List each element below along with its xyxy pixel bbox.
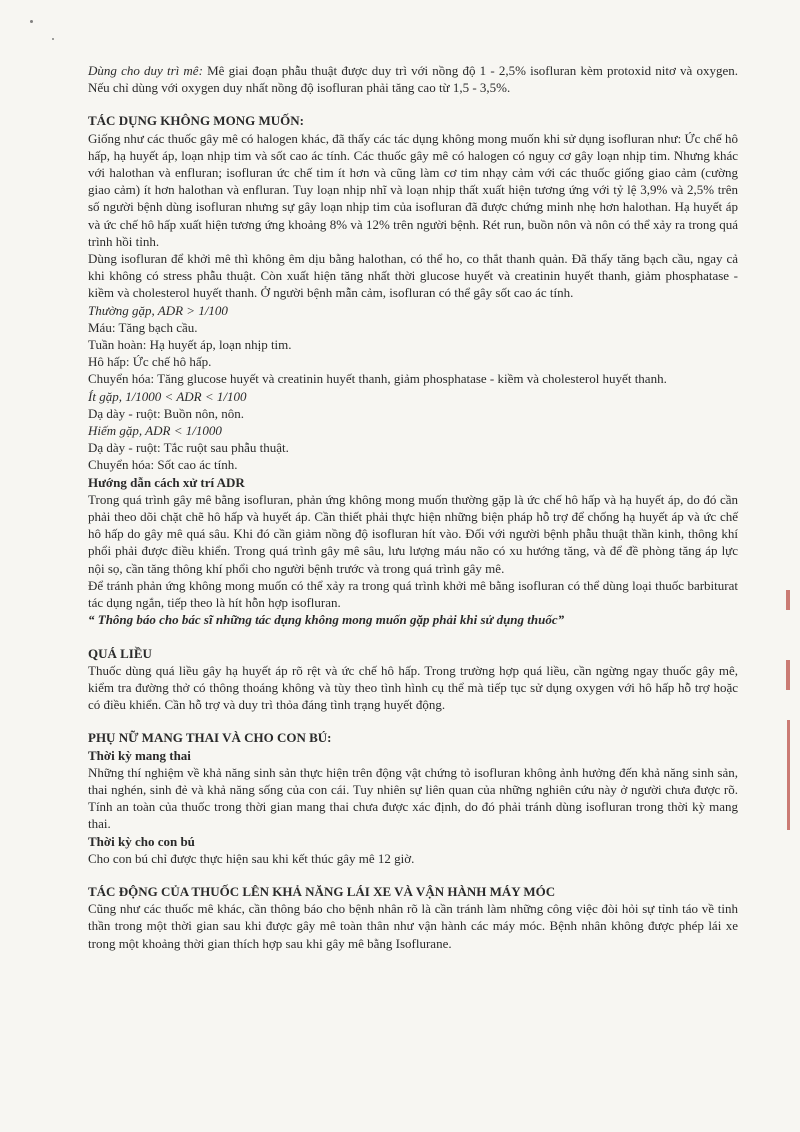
maintenance-label: Dùng cho duy trì mê: bbox=[88, 63, 203, 78]
scan-edge-mark bbox=[786, 590, 790, 610]
common-label: Thường gặp, ADR > 1/100 bbox=[88, 302, 228, 318]
overdose-paragraph: Thuốc dùng quá liều gây hạ huyết áp rõ rệt và ức chế hô hấp. Trong trường hợp quá liều, cần ngừng ngay thuốc gây mê, kiểm tra đường thở có thông thoáng không và tùy theo tình hình cụ thể mà tiếp tục sử dụng oxygen với hô hấp hỗ trợ hoặc có điều khiển. Cần hỗ trợ và duy trì thỏa đáng tình trạng huyết động. bbox=[88, 662, 738, 713]
driving-heading: TÁC ĐỘNG CỦA THUỐC LÊN KHẢ NĂNG LÁI XE VÀ VẬN HÀNH MÁY MÓC bbox=[88, 883, 556, 899]
common-item: Tuần hoàn: Hạ huyết áp, loạn nhịp tim. bbox=[88, 337, 292, 353]
overdose-heading: QUÁ LIỀU bbox=[88, 645, 152, 661]
maintenance-paragraph bbox=[88, 62, 738, 96]
scan-edge-mark bbox=[787, 720, 790, 830]
rare-item: Chuyển hóa: Sốt cao ác tính. bbox=[88, 457, 238, 473]
adverse-paragraph-2: Dùng isofluran để khởi mê thì không êm dịu bằng halothan, có thể ho, co thắt thanh quản. Đã thấy tăng bạch cầu, ngay cả khi không có stress phẫu thuật. Còn xuất hiện tăng nhất thời glucose huyết và creatinin huyết thanh, giảm phosphatase - kiềm và cholesterol huyết thanh. Ở người bệnh mẫn cảm, isofluran có thể gây sốt cao ác tính. bbox=[88, 251, 738, 301]
management-paragraph-1: Trong quá trình gây mê bằng isofluran, phản ứng không mong muốn thường gặp là ức chế hô hấp và hạ huyết áp, do đó cần phải theo dõi chặt chẽ hô hấp và huyết áp. Cần thiết phải thực hiện những biện pháp hỗ trợ để chống hạ huyết áp và ức chế hô hấp do gây mê quá sâu. Khi đó cần giảm nồng độ isofluran hít vào. Đối với người bệnh phẫu thuật thần kinh, thông khí phổi phải được điều khiển. Trong quá trình gây mê sâu, lưu lượng máu não có xu hướng tăng, và để đề phòng tăng áp lực nội sọ, cần tăng thông khí phổi cho người bệnh trước và trong quá trình gây mê. bbox=[88, 491, 738, 576]
rare-item: Dạ dày - ruột: Tắc ruột sau phẫu thuật. bbox=[88, 440, 289, 456]
maintenance-text: Mê giai đoạn phẫu thuật được duy trì với nồng độ 1 - 2,5% isofluran kèm protoxid nitơ và oxygen. Nếu chỉ dùng với oxygen duy nhất nồng độ isofluran phải tăng cao từ 1,5 - 3,5%. bbox=[88, 63, 739, 96]
uncommon-item: Dạ dày - ruột: Buồn nôn, nôn. bbox=[88, 405, 244, 421]
rare-label: Hiếm gặp, ADR < 1/1000 bbox=[88, 423, 222, 439]
pregnancy-subheading: Thời kỳ mang thai bbox=[88, 747, 191, 763]
common-item: Hô hấp: Ức chế hô hấp. bbox=[88, 354, 212, 370]
management-heading: Hướng dẫn cách xử trí ADR bbox=[88, 474, 245, 490]
adverse-heading: TÁC DỤNG KHÔNG MONG MUỐN: bbox=[88, 113, 304, 129]
common-item: Chuyển hóa: Tăng glucose huyết và creatinin huyết thanh, giảm phosphatase - kiềm và cholesterol huyết thanh. bbox=[88, 371, 667, 387]
driving-paragraph: Cũng như các thuốc mê khác, cần thông báo cho bệnh nhân rõ là cần tránh làm những công việc đòi hỏi sự tỉnh táo về tinh thần trong một thời gian sau khi được gây mê toàn thân như vận hành các máy móc. Bệnh nhân không được phép lái xe trong một khoảng thời gian thích hợp sau khi gây mê bằng Isoflurane. bbox=[88, 901, 738, 951]
scan-edge-mark bbox=[786, 660, 790, 690]
scan-speck bbox=[52, 38, 54, 40]
uncommon-label: Ít gặp, 1/1000 < ADR < 1/100 bbox=[88, 388, 247, 404]
document-page bbox=[88, 62, 738, 952]
report-notice: “ Thông báo cho bác sĩ những tác dụng không mong muốn gặp phải khi sử dụng thuốc” bbox=[88, 612, 565, 628]
lactation-subheading: Thời kỳ cho con bú bbox=[88, 833, 195, 849]
common-item: Máu: Tăng bạch cầu. bbox=[88, 319, 198, 335]
lactation-paragraph: Cho con bú chỉ được thực hiện sau khi kết thúc gây mê 12 giờ. bbox=[88, 850, 415, 866]
scan-speck bbox=[30, 20, 33, 23]
adverse-paragraph-1: Giống như các thuốc gây mê có halogen khác, đã thấy các tác dụng không mong muốn khi sử dụng isofluran như: Ức chế hô hấp, hạ huyết áp, loạn nhịp tim và sốt cao ác tính. Các thuốc gây mê có halogen có nguy cơ gây loạn nhịp tim. Nhưng khác với halothan và enfluran; isofluran ức chế tim ít hơn và cũng làm cơ tim nhạy cảm với các thuốc giống giao cảm (cường giao cảm) ít hơn halothan và enfluran. Tuy loạn nhịp nhĩ và loạn nhịp thất xuất hiện tương ứng với tỷ lệ 3,9% và 2,5% trên số người bệnh dùng isofluran nhưng sự gây loạn nhịp tim của isofluran đã được chứng minh nhẹ hơn halothan. Hạ huyết áp và ức chế hô hấp xuất hiện tương ứng khoảng 8% và 12% trên người bệnh. Rét run, buồn nôn và nôn có thể xảy ra trong quá trình hồi tỉnh. bbox=[88, 130, 738, 249]
pregnancy-paragraph: Những thí nghiệm về khả năng sinh sản thực hiện trên động vật chứng tỏ isofluran không ảnh hưởng đến khả năng sinh sản, thai nghén, sinh đẻ và khả năng sống của con cái. Tuy nhiên sự liên quan của những nghiên cứu này ở người chưa được rõ. Tính an toàn của thuốc trong thời gian mang thai chưa được xác định, do đó phải tránh dùng isofluran trong thời kỳ mang thai. bbox=[88, 764, 738, 832]
management-paragraph-2: Để tránh phản ứng không mong muốn có thể xảy ra trong quá trình khởi mê bằng isofluran có thể dùng loại thuốc barbiturat tác dụng ngắn, tiếp theo là hít hỗn hợp isofluran. bbox=[88, 577, 738, 611]
pregnancy-heading: PHỤ NỮ MANG THAI VÀ CHO CON BÚ: bbox=[88, 730, 332, 746]
